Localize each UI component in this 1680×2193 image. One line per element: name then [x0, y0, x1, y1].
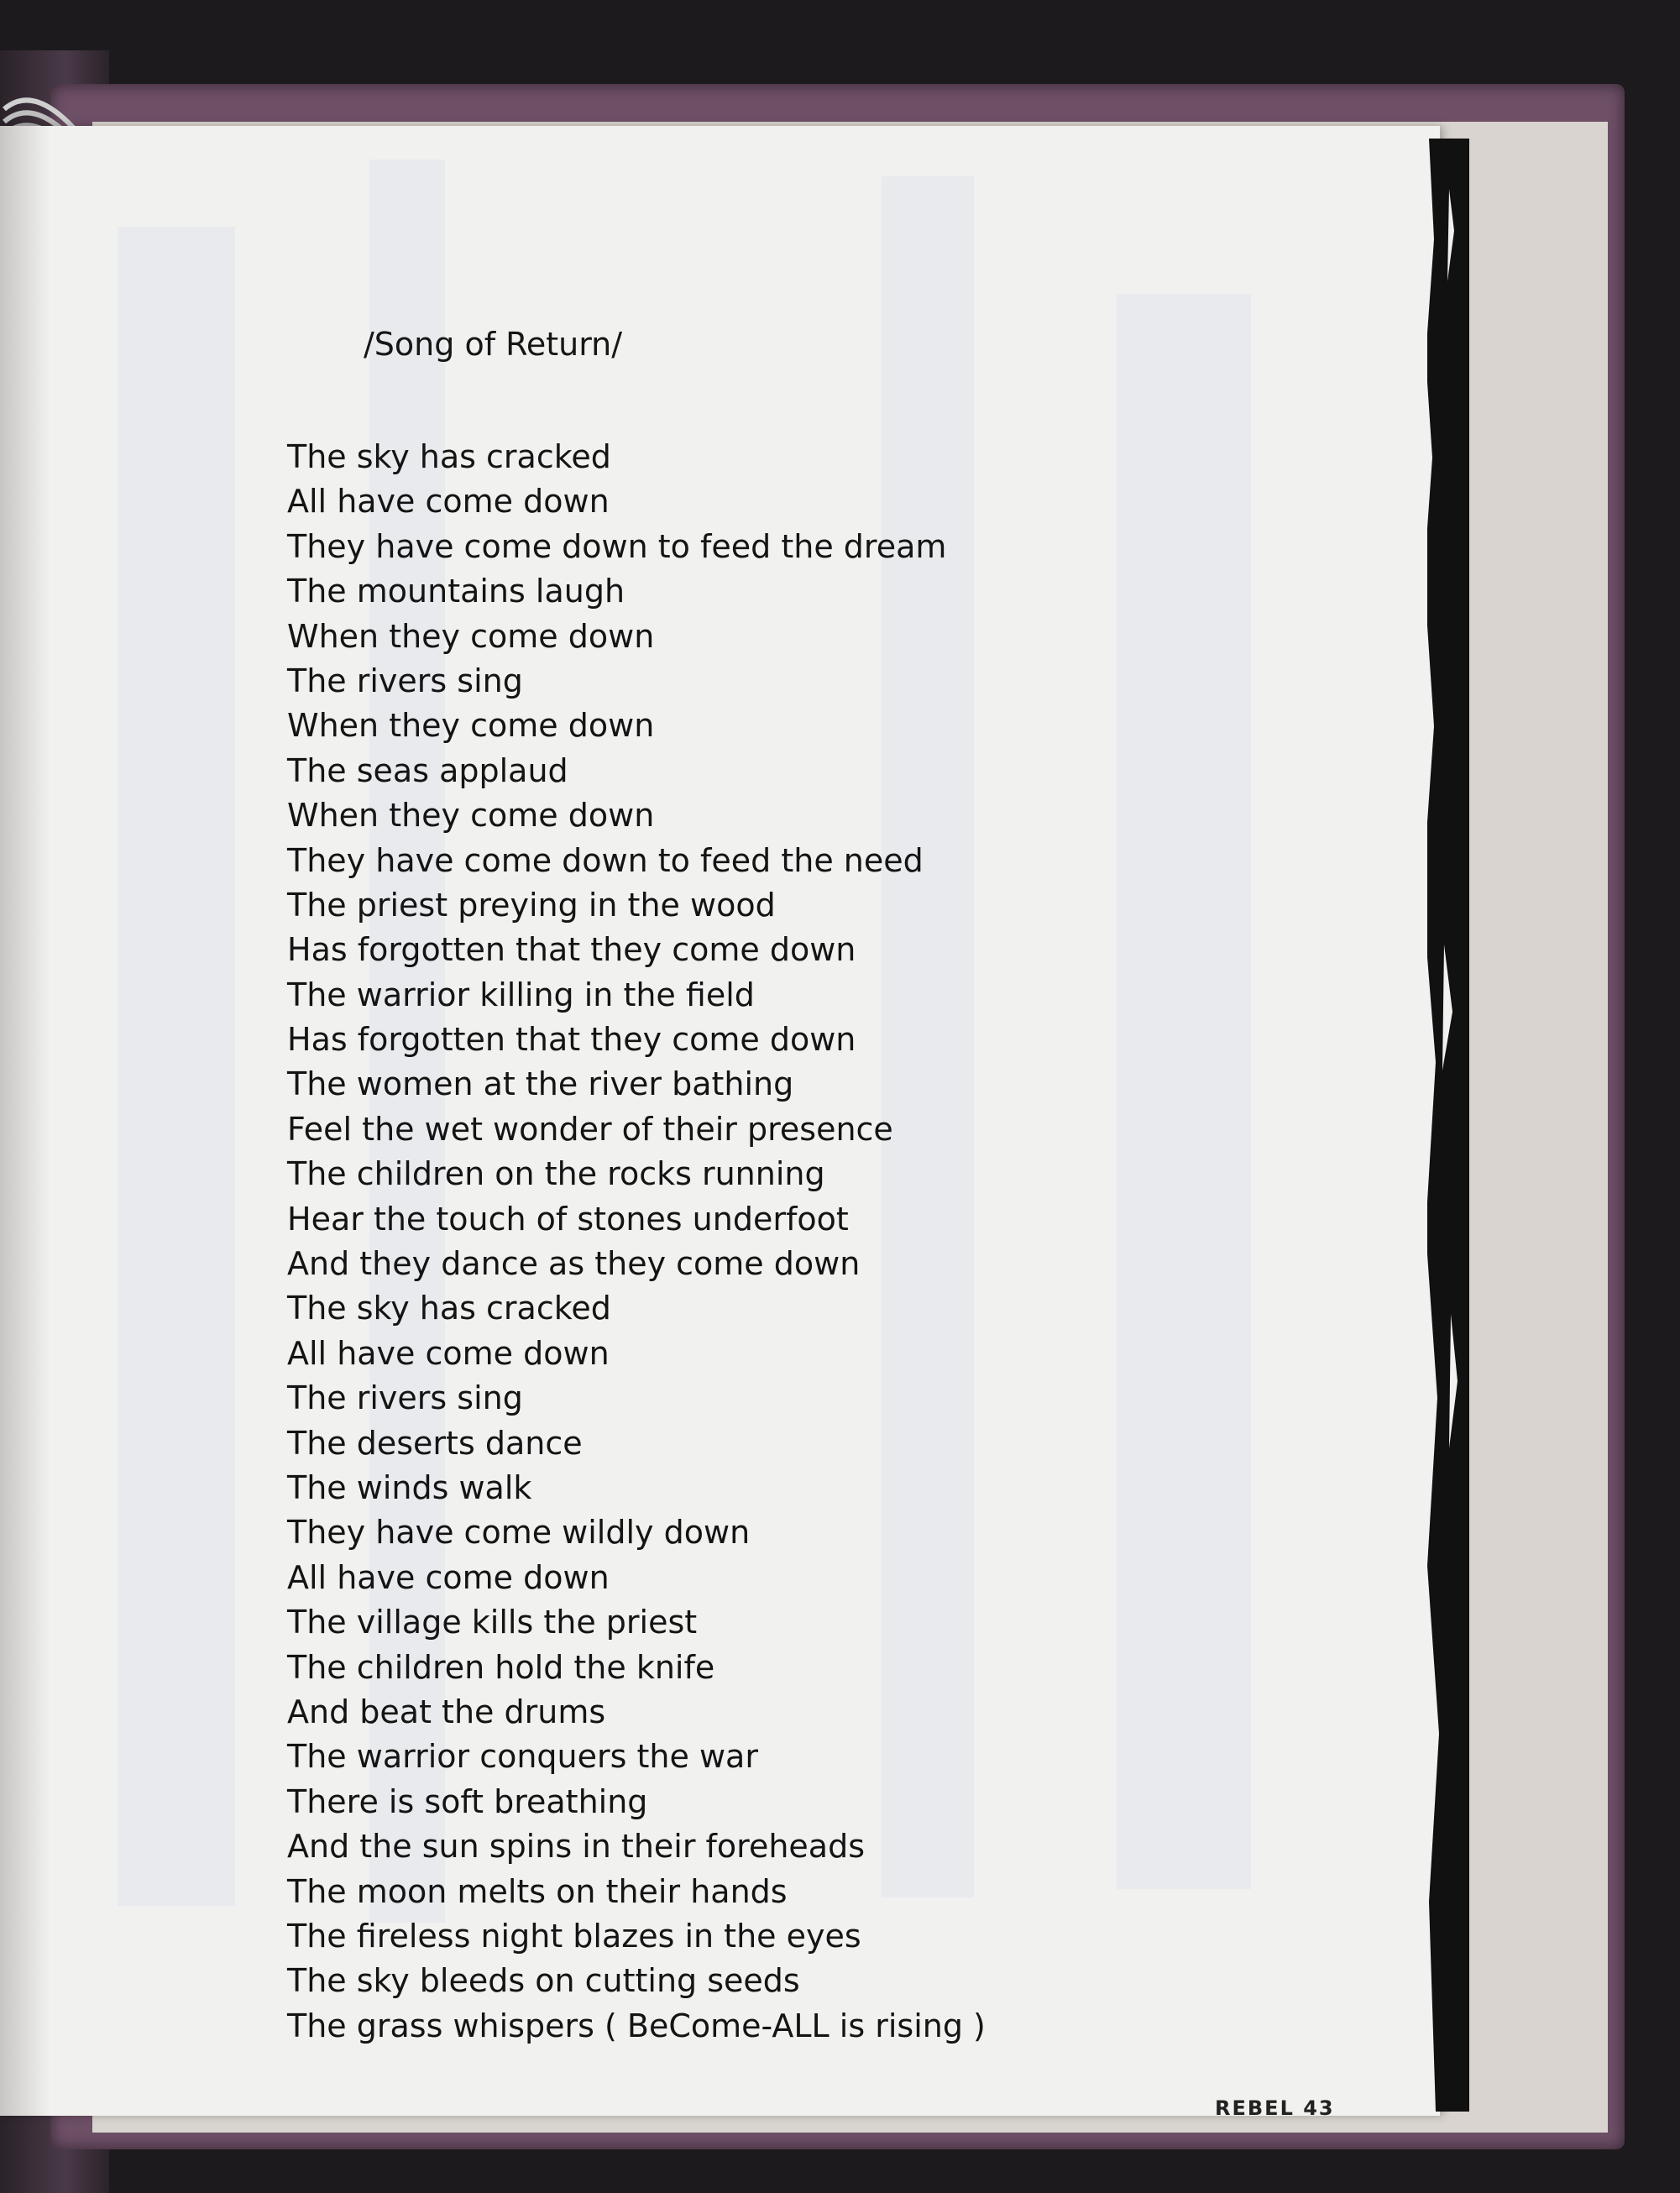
poem-line: The women at the river bathing	[287, 1065, 794, 1103]
poem-line: When they come down	[287, 797, 655, 835]
poem-line: And the sun spins in their foreheads	[287, 1828, 866, 1866]
woodcut-strip-image	[1410, 139, 1469, 2112]
poem-line: And beat the drums	[287, 1693, 606, 1730]
poem-line: The deserts dance	[287, 1424, 583, 1462]
poem-line: When they come down	[287, 707, 655, 745]
poem-line: The sky has cracked	[287, 438, 611, 475]
poem-line: The mountains laugh	[287, 573, 625, 610]
poem-line: Hear the touch of stones underfoot	[287, 1200, 849, 1238]
poem-line: When they come down	[287, 617, 655, 655]
poem-line: Has forgotten that they come down	[287, 1021, 856, 1059]
document-page	[0, 126, 1440, 2116]
page-gutter-shadow	[0, 126, 50, 2116]
poem-line: The sky has cracked	[287, 1290, 611, 1327]
poem-line: They have come down to feed the need	[287, 841, 924, 879]
poem-line: The priest preying in the wood	[287, 886, 776, 924]
poem-line: They have come wildly down	[287, 1514, 751, 1552]
poem-line: The fireless night blazes in the eyes	[287, 1917, 861, 1955]
poem-line: The warrior killing in the field	[287, 976, 755, 1013]
poem-line: They have come down to feed the dream	[287, 527, 947, 565]
poem-line: Has forgotten that they come down	[287, 931, 856, 969]
poem-line: The warrior conquers the war	[287, 1738, 758, 1776]
poem-line: The children hold the knife	[287, 1648, 715, 1686]
poem-line: The rivers sing	[287, 1379, 523, 1417]
poem-line: The winds walk	[287, 1468, 532, 1506]
poem-title: /Song of Return/	[364, 326, 623, 363]
poem-line: The grass whispers ( BeCome-ALL is rising )	[287, 2007, 986, 2044]
poem-body	[287, 435, 986, 2049]
poem-line: The sky bleeds on cutting seeds	[287, 1962, 800, 2000]
poem-line: The seas applaud	[287, 751, 568, 789]
poem-line: All have come down	[287, 1334, 610, 1372]
poem-line: The rivers sing	[287, 662, 523, 699]
poem-line: All have come down	[287, 483, 610, 521]
poem-line: Feel the wet wonder of their presence	[287, 1110, 893, 1148]
poem-line: The moon melts on their hands	[287, 1872, 788, 1910]
poem-line: The village kills the priest	[287, 1604, 698, 1641]
poem-line: All have come down	[287, 1558, 610, 1596]
poem-line: There is soft breathing	[287, 1782, 648, 1820]
background-tree-image	[1117, 294, 1251, 1889]
poem-line: The children on the rocks running	[287, 1155, 825, 1193]
poem-line: And they dance as they come down	[287, 1245, 861, 1283]
page-footer: REBEL 43	[1215, 2096, 1335, 2116]
background-tree-image	[118, 227, 235, 1906]
